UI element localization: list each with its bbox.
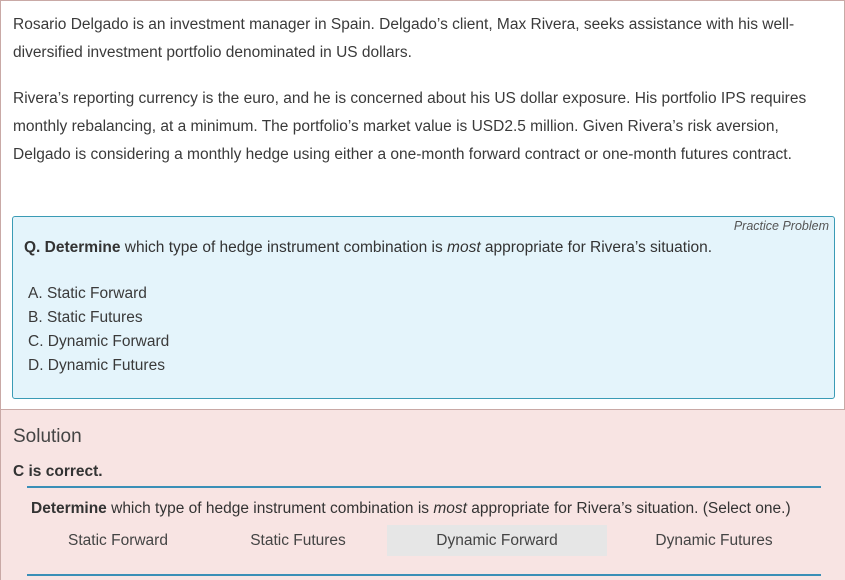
question-emphasis: most bbox=[447, 239, 481, 256]
select-question-end: appropriate for Rivera’s situation. (Select one.) bbox=[466, 500, 791, 517]
question-prefix: Q. Determine bbox=[24, 239, 121, 256]
solution-panel bbox=[1, 409, 845, 580]
question-end: appropriate for Rivera’s situation. bbox=[480, 239, 713, 256]
choice-static-futures[interactable]: Static Futures bbox=[250, 531, 346, 549]
choice-static-forward[interactable]: Static Forward bbox=[68, 531, 168, 549]
answer-options bbox=[28, 282, 169, 378]
practice-question bbox=[24, 239, 712, 257]
intro-paragraph-2: Rivera’s reporting currency is the euro, and he is concerned about his US dollar exposure. His portfolio IPS requires monthly rebalancing, at a minimum. The portfolio’s market value is USD2.5 million. Given Rivera’s risk aversion, Delgado is considering a monthly hedge using either a one-month forward contract or one-month futures contract. bbox=[13, 90, 807, 163]
option-a: A. Static Forward bbox=[28, 285, 147, 302]
solution-answer: C is correct. bbox=[13, 463, 103, 480]
select-question-mid: which type of hedge instrument combination is bbox=[106, 500, 434, 517]
select-question-emphasis: most bbox=[433, 500, 467, 517]
choice-dynamic-futures[interactable]: Dynamic Futures bbox=[655, 531, 773, 549]
intro-paragraph-1: Rosario Delgado is an investment manager in Spain. Delgado’s client, Max Rivera, seeks assistance with his well-diversified investment portfolio denominated in US dollars. bbox=[13, 16, 795, 61]
choice-dynamic-forward[interactable]: Dynamic Forward bbox=[387, 525, 607, 556]
solution-title: Solution bbox=[13, 426, 82, 447]
intro-text bbox=[13, 11, 838, 169]
option-d: D. Dynamic Futures bbox=[28, 357, 165, 374]
choice-row bbox=[27, 525, 821, 556]
select-question-text bbox=[31, 500, 791, 518]
question-mid: which type of hedge instrument combination is bbox=[120, 239, 448, 256]
select-question-bold: Determine bbox=[31, 500, 107, 517]
practice-problem-tag: Practice Problem bbox=[733, 219, 829, 233]
select-one-question bbox=[27, 486, 821, 576]
practice-problem-box bbox=[12, 216, 835, 399]
option-b: B. Static Futures bbox=[28, 309, 143, 326]
option-c: C. Dynamic Forward bbox=[28, 333, 170, 350]
